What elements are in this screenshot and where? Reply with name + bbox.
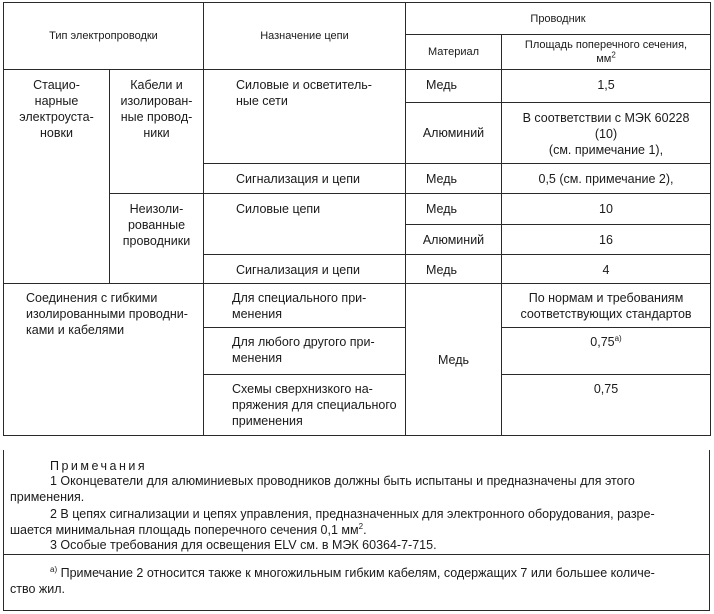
header-wiring-type: Тип электропроводки: [4, 3, 204, 70]
area-0-75-footnoted: [502, 328, 711, 375]
material-copper-5: Медь: [406, 284, 502, 436]
header-area-text: Площадь поперечного сечения,: [524, 39, 688, 51]
elv-circuits: Схемы сверхнизкого на- пряжения для специального применения: [204, 375, 406, 436]
area-per-iec-60228: В соответствии с МЭК 60228 (10) (см. примечание 1),: [502, 103, 711, 164]
footnote-mark: a): [50, 564, 58, 574]
notes-section: [3, 450, 710, 611]
footnote-cont: ство жил.: [10, 582, 66, 596]
note-1: [10, 473, 700, 489]
note-2-line-2: шается минимальная площадь поперечного сечения 0,1 мм: [10, 523, 359, 537]
header-material: Материал: [406, 35, 502, 70]
header-area-unit: мм: [596, 53, 612, 65]
notes-title: Примечания: [50, 459, 148, 473]
notes-divider: [4, 554, 709, 555]
header-area-sup: 2: [611, 50, 616, 60]
bare-conductors: Неизоли- рованные проводники: [110, 194, 204, 284]
area-0-75-value: 0,75: [590, 335, 615, 349]
conductor-table: [3, 2, 711, 436]
area-0-75: 0,75: [502, 375, 711, 436]
power-circuits: Силовые цепи: [204, 194, 406, 255]
stationary-installations: Стацио- нарные электроуста- новки: [4, 70, 110, 284]
material-copper-2: Медь: [406, 164, 502, 194]
area-4: 4: [502, 255, 711, 284]
power-lighting-circuits: Силовые и осветитель- ные сети: [204, 70, 406, 164]
material-aluminium-1: Алюминий: [406, 103, 502, 164]
note-3: 3 Особые требования для освещения ELV см. в МЭК 60364-7-715.: [50, 538, 437, 552]
header-circuit-purpose: Назначение цепи: [204, 3, 406, 70]
material-copper-1: Медь: [406, 70, 502, 103]
area-per-standards: По нормам и требованиям соответствующих стандартов: [502, 284, 711, 328]
header-cross-section: [502, 35, 711, 70]
note-2: 2 В цепях сигнализации и цепях управления, предназначенных для электронного оборудования, разре-: [50, 507, 655, 521]
note-1-cont: применения.: [10, 490, 85, 504]
area-0-5: 0,5 (см. примечание 2),: [502, 164, 711, 194]
flexible-connections: Соединения с гибкими изолированными проводни- ками и кабелями: [4, 284, 204, 436]
area-16: 16: [502, 225, 711, 255]
footnote-ref-a: a): [614, 333, 622, 343]
note-2-cont: [10, 522, 700, 538]
note-2-end: .: [363, 523, 367, 537]
footnote-a: [10, 565, 700, 581]
area-1-5: 1,5: [502, 70, 711, 103]
signal-circuits-1: Сигнализация и цепи: [204, 164, 406, 194]
other-application: Для любого другого при- менения: [204, 328, 406, 375]
material-copper-3: Медь: [406, 194, 502, 225]
footnote-line-1: Примечание 2 относится также к многожильным гибким кабелям, содержащих 7 или большее количе-: [57, 566, 655, 580]
note-2-sup: 2: [358, 521, 364, 531]
material-copper-4: Медь: [406, 255, 502, 284]
special-application: Для специального при- менения: [204, 284, 406, 328]
insulated-cables: Кабели и изолирован- ные провод- ники: [110, 70, 204, 194]
note-1-line-1: 1 Оконцеватели для алюминиевых проводников должны быть испытаны и предназначены для этого: [50, 474, 635, 488]
header-conductor: Проводник: [406, 3, 711, 35]
signal-circuits-2: Сигнализация и цепи: [204, 255, 406, 284]
area-10: 10: [502, 194, 711, 225]
material-aluminium-2: Алюминий: [406, 225, 502, 255]
